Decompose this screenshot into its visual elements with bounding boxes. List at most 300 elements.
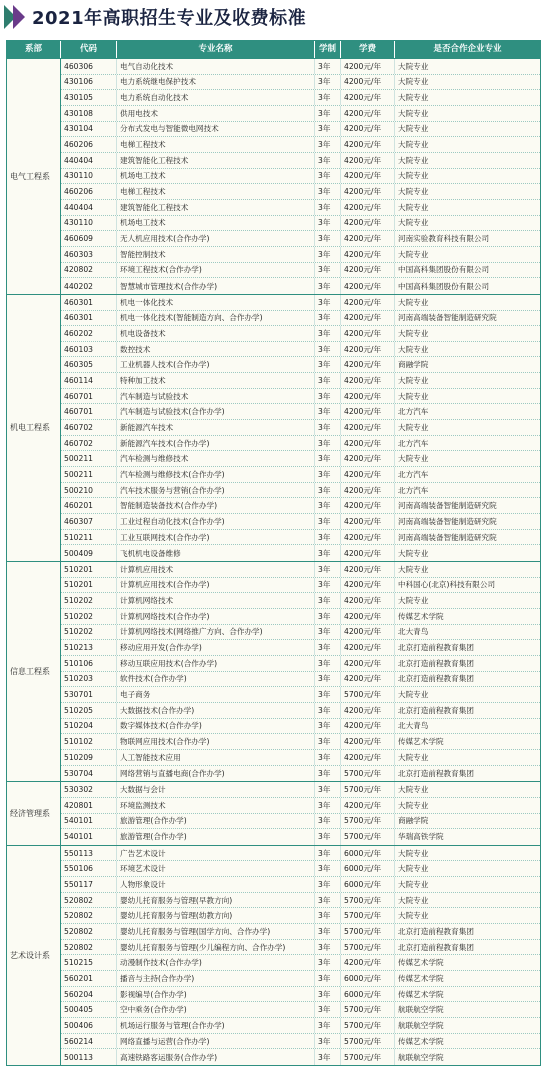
- tuition: 4200元/年: [341, 798, 395, 813]
- major-name: 环境艺术设计: [117, 861, 315, 876]
- table-row: [61, 1049, 540, 1065]
- major-code: 510202: [61, 609, 117, 624]
- tuition: 4200元/年: [341, 672, 395, 687]
- table-row: [61, 278, 540, 294]
- major-code: 440202: [61, 278, 117, 294]
- major-name: 网络直播与运营(合作办学): [117, 1034, 315, 1049]
- major-name: 动漫制作技术(合作办学): [117, 955, 315, 970]
- major-code: 550106: [61, 861, 117, 876]
- major-code: 510201: [61, 578, 117, 593]
- department-rows: [61, 59, 540, 294]
- tuition: 4200元/年: [341, 562, 395, 577]
- duration: 3年: [315, 750, 341, 765]
- major-code: 460301: [61, 295, 117, 310]
- major-name: 分布式发电与智能微电网技术: [117, 122, 315, 137]
- major-code: 430105: [61, 90, 117, 105]
- partner: 大院专业: [398, 848, 429, 858]
- major-name: 供用电技术: [117, 106, 315, 121]
- major-code: 510201: [61, 562, 117, 577]
- major-code: 460301: [61, 311, 117, 326]
- duration: 3年: [315, 137, 341, 152]
- table-row: [61, 766, 540, 782]
- chevron-right-icon: [13, 5, 25, 29]
- major-name: 建筑智能化工程技术: [117, 153, 315, 168]
- tuition: 4200元/年: [341, 200, 395, 215]
- partner: 北大青鸟: [398, 627, 429, 637]
- table-row: [61, 1002, 540, 1018]
- partner: 航联航空学院: [398, 1005, 444, 1015]
- table-row: [61, 153, 540, 169]
- partner: 大院专业: [398, 124, 429, 134]
- partner: 传媒艺术学院: [398, 611, 444, 621]
- duration: 3年: [315, 451, 341, 466]
- major-code: 510202: [61, 625, 117, 640]
- department-rows: [61, 782, 540, 845]
- duration: 3年: [315, 734, 341, 749]
- table-row: [61, 263, 540, 279]
- table-row: [61, 908, 540, 924]
- tuition: 4200元/年: [341, 451, 395, 466]
- major-name: 空中乘务(合作办学): [117, 1002, 315, 1017]
- major-code: 500409: [61, 545, 117, 561]
- department-rows: [61, 562, 540, 781]
- major-name: 建筑智能化工程技术: [117, 200, 315, 215]
- table-row: [61, 311, 540, 327]
- duration: 3年: [315, 877, 341, 892]
- duration: 3年: [315, 609, 341, 624]
- major-name: 汽车检测与维修技术: [117, 451, 315, 466]
- partner: 传媒艺术学院: [398, 737, 444, 747]
- table-row: [61, 798, 540, 814]
- major-name: 汽车技术服务与营销(合作办学): [117, 483, 315, 498]
- tuition: 5700元/年: [341, 766, 395, 782]
- tuition: 5700元/年: [341, 814, 395, 829]
- tuition: 4200元/年: [341, 703, 395, 718]
- tuition: 4200元/年: [341, 263, 395, 278]
- major-code: 500113: [61, 1049, 117, 1065]
- major-name: 机电设备技术: [117, 326, 315, 341]
- duration: 3年: [315, 545, 341, 561]
- major-name: 大数据技术(合作办学): [117, 703, 315, 718]
- tuition: 4200元/年: [341, 625, 395, 640]
- major-code: 460701: [61, 404, 117, 419]
- tuition: 4200元/年: [341, 545, 395, 561]
- partner: 大院专业: [398, 187, 429, 197]
- duration: 3年: [315, 1034, 341, 1049]
- department-rows: [61, 295, 540, 561]
- tuition: 5700元/年: [341, 940, 395, 955]
- duration: 3年: [315, 467, 341, 482]
- duration: 3年: [315, 231, 341, 246]
- department-name: 艺术设计系: [7, 846, 61, 1065]
- major-name: 机场电工技术: [117, 216, 315, 231]
- table-row: [61, 373, 540, 389]
- major-code: 460202: [61, 326, 117, 341]
- table-row: [61, 846, 540, 862]
- table-row: [61, 609, 540, 625]
- major-name: 电梯工程技术: [117, 137, 315, 152]
- tuition: 4200元/年: [341, 436, 395, 451]
- tuition: 4200元/年: [341, 955, 395, 970]
- department-name: 信息工程系: [7, 562, 61, 781]
- partner: 河南高端装备智能制造研究院: [398, 313, 497, 323]
- partner: 大院专业: [398, 77, 429, 87]
- duration: 3年: [315, 357, 341, 372]
- table-row: [61, 625, 540, 641]
- table-row: [61, 545, 540, 561]
- table-row: [61, 451, 540, 467]
- department-group: [7, 781, 540, 845]
- partner: 河南高端装备智能制造研究院: [398, 516, 497, 526]
- table-row: [61, 295, 540, 311]
- major-code: 550117: [61, 877, 117, 892]
- partner: 北方汽车: [398, 438, 429, 448]
- table-row: [61, 924, 540, 940]
- major-code: 540101: [61, 814, 117, 829]
- major-name: 人工智能技术应用: [117, 750, 315, 765]
- duration: 3年: [315, 908, 341, 923]
- tuition: 4200元/年: [341, 498, 395, 513]
- partner: 大院专业: [398, 391, 429, 401]
- major-name: 高速铁路客运服务(合作办学): [117, 1049, 315, 1065]
- tuition: 4200元/年: [341, 247, 395, 262]
- major-name: 智能控制技术: [117, 247, 315, 262]
- major-code: 440404: [61, 200, 117, 215]
- tuition: 6000元/年: [341, 861, 395, 876]
- partner: 大院专业: [398, 752, 429, 762]
- duration: 3年: [315, 247, 341, 262]
- major-name: 网络营销与直播电商(合作办学): [117, 766, 315, 782]
- major-name: 旅游管理(合作办学): [117, 829, 315, 845]
- partner: 航联航空学院: [398, 1052, 444, 1062]
- major-code: 440404: [61, 153, 117, 168]
- major-name: 移动应用开发(合作办学): [117, 640, 315, 655]
- partner: 北京打造前程教育集团: [398, 674, 474, 684]
- table-row: [61, 829, 540, 845]
- major-name: 婴幼儿托育服务与管理(幼教方向): [117, 908, 315, 923]
- major-name: 婴幼儿托育服务与管理(早教方向): [117, 893, 315, 908]
- tuition: 4200元/年: [341, 311, 395, 326]
- table-row: [61, 955, 540, 971]
- table-row: [61, 137, 540, 153]
- partner: 大院专业: [398, 328, 429, 338]
- partner: 大院专业: [398, 171, 429, 181]
- table-row: [61, 593, 540, 609]
- partner: 商融学院: [398, 360, 429, 370]
- tuition: 4200元/年: [341, 342, 395, 357]
- major-name: 计算机网络技术: [117, 593, 315, 608]
- tuition: 4200元/年: [341, 578, 395, 593]
- major-name: 汽车检测与维修技术(合作办学): [117, 467, 315, 482]
- table-row: [61, 687, 540, 703]
- tuition: 4200元/年: [341, 656, 395, 671]
- major-name: 人物形象设计: [117, 877, 315, 892]
- major-code: 500405: [61, 1002, 117, 1017]
- partner: 北大青鸟: [398, 721, 429, 731]
- partner: 河南高端装备智能制造研究院: [398, 501, 497, 511]
- major-code: 550113: [61, 846, 117, 861]
- partner: 大院专业: [398, 422, 429, 432]
- partner: 大院专业: [398, 297, 429, 307]
- table-row: [61, 877, 540, 893]
- tuition: 4200元/年: [341, 609, 395, 624]
- major-code: 460206: [61, 184, 117, 199]
- duration: 3年: [315, 404, 341, 419]
- partner: 大院专业: [398, 548, 429, 558]
- header-partner: 是否合作企业专业: [433, 44, 502, 54]
- partner: 传媒艺术学院: [398, 1036, 444, 1046]
- major-code: 460103: [61, 342, 117, 357]
- partner: 大院专业: [398, 108, 429, 118]
- duration: 3年: [315, 153, 341, 168]
- partner: 大院专业: [398, 864, 429, 874]
- major-name: 移动互联应用技术(合作办学): [117, 656, 315, 671]
- table-row: [61, 940, 540, 956]
- tuition: 5700元/年: [341, 1002, 395, 1017]
- major-name: 机场运行服务与管理(合作办学): [117, 1018, 315, 1033]
- partner: 北方汽车: [398, 485, 429, 495]
- partner: 大院专业: [398, 140, 429, 150]
- major-code: 520802: [61, 924, 117, 939]
- major-code: 430106: [61, 75, 117, 90]
- duration: 3年: [315, 924, 341, 939]
- major-code: 510211: [61, 530, 117, 545]
- department-group: [7, 58, 540, 294]
- department-name: 电气工程系: [7, 59, 61, 294]
- table-row: [61, 656, 540, 672]
- duration: 3年: [315, 263, 341, 278]
- partner: 大院专业: [398, 218, 429, 228]
- major-code: 520802: [61, 908, 117, 923]
- tuition: 5700元/年: [341, 1018, 395, 1033]
- duration: 3年: [315, 703, 341, 718]
- table-body: [7, 58, 540, 1065]
- duration: 3年: [315, 625, 341, 640]
- duration: 3年: [315, 514, 341, 529]
- page-title: 2021年高职招生专业及收费标准: [32, 8, 307, 29]
- table-row: [61, 498, 540, 514]
- major-code: 520802: [61, 893, 117, 908]
- tuition: 4200元/年: [341, 216, 395, 231]
- enrollment-table: [6, 40, 541, 1066]
- duration: 3年: [315, 640, 341, 655]
- table-row: [61, 893, 540, 909]
- major-code: 500406: [61, 1018, 117, 1033]
- table-row: [61, 640, 540, 656]
- duration: 3年: [315, 200, 341, 215]
- table-row: [61, 971, 540, 987]
- major-name: 环境监测技术: [117, 798, 315, 813]
- duration: 3年: [315, 987, 341, 1002]
- tuition: 5700元/年: [341, 829, 395, 845]
- major-code: 460305: [61, 357, 117, 372]
- major-name: 工业过程自动化技术(合作办学): [117, 514, 315, 529]
- table-row: [61, 75, 540, 91]
- duration: 3年: [315, 373, 341, 388]
- header-duration: 学制: [315, 41, 341, 58]
- duration: 3年: [315, 940, 341, 955]
- table-row: [61, 672, 540, 688]
- tuition: 5700元/年: [341, 687, 395, 702]
- tuition: 5700元/年: [341, 1049, 395, 1065]
- tuition: 6000元/年: [341, 846, 395, 861]
- tuition: 4200元/年: [341, 326, 395, 341]
- major-name: 电子商务: [117, 687, 315, 702]
- major-name: 飞机机电设备维修: [117, 545, 315, 561]
- major-name: 旅游管理(合作办学): [117, 814, 315, 829]
- duration: 3年: [315, 562, 341, 577]
- duration: 3年: [315, 530, 341, 545]
- tuition: 4200元/年: [341, 640, 395, 655]
- tuition: 5700元/年: [341, 782, 395, 797]
- table-row: [61, 1034, 540, 1050]
- major-code: 500211: [61, 467, 117, 482]
- table-row: [61, 861, 540, 877]
- table-row: [61, 106, 540, 122]
- duration: 3年: [315, 593, 341, 608]
- major-code: 510202: [61, 593, 117, 608]
- department-name: 机电工程系: [7, 295, 61, 561]
- major-name: 环境工程技术(合作办学): [117, 263, 315, 278]
- table-row: [61, 122, 540, 138]
- tuition: 4200元/年: [341, 122, 395, 137]
- major-code: 430108: [61, 106, 117, 121]
- duration: 3年: [315, 893, 341, 908]
- duration: 3年: [315, 106, 341, 121]
- header-dept: 系部: [7, 41, 61, 58]
- partner: 航联航空学院: [398, 1020, 444, 1030]
- major-name: 计算机网络技术(网络推广方向、合作办学): [117, 625, 315, 640]
- partner: 华瑞高铁学院: [398, 832, 444, 842]
- tuition: 4200元/年: [341, 420, 395, 435]
- duration: 3年: [315, 169, 341, 184]
- table-row: [61, 1018, 540, 1034]
- duration: 3年: [315, 656, 341, 671]
- tuition: 4200元/年: [341, 483, 395, 498]
- partner: 大院专业: [398, 800, 429, 810]
- table-row: [61, 326, 540, 342]
- table-row: [61, 987, 540, 1003]
- tuition: 6000元/年: [341, 877, 395, 892]
- table-row: [61, 90, 540, 106]
- major-code: 530302: [61, 782, 117, 797]
- partner: 北京打造前程教育集团: [398, 643, 474, 653]
- major-code: 510215: [61, 955, 117, 970]
- table-row: [61, 216, 540, 232]
- tuition: 4200元/年: [341, 404, 395, 419]
- duration: 3年: [315, 1002, 341, 1017]
- tuition: 4200元/年: [341, 389, 395, 404]
- partner: 河南实验教育科技有限公司: [398, 234, 490, 244]
- tuition: 5700元/年: [341, 924, 395, 939]
- major-code: 460307: [61, 514, 117, 529]
- major-code: 430110: [61, 216, 117, 231]
- major-code: 460306: [61, 59, 117, 74]
- department-rows: [61, 846, 540, 1065]
- major-code: 560201: [61, 971, 117, 986]
- partner: 大院专业: [398, 202, 429, 212]
- partner: 大院专业: [398, 93, 429, 103]
- partner: 大院专业: [398, 596, 429, 606]
- major-code: 500211: [61, 451, 117, 466]
- partner: 北京打造前程教育集团: [398, 942, 474, 952]
- duration: 3年: [315, 59, 341, 74]
- department-group: [7, 845, 540, 1065]
- major-name: 电力系统自动化技术: [117, 90, 315, 105]
- partner: 大院专业: [398, 155, 429, 165]
- duration: 3年: [315, 389, 341, 404]
- tuition: 6000元/年: [341, 987, 395, 1002]
- duration: 3年: [315, 861, 341, 876]
- duration: 3年: [315, 122, 341, 137]
- table-row: [61, 420, 540, 436]
- major-code: 530701: [61, 687, 117, 702]
- tuition: 4200元/年: [341, 373, 395, 388]
- tuition: 4200元/年: [341, 295, 395, 310]
- tuition: 4200元/年: [341, 59, 395, 74]
- duration: 3年: [315, 420, 341, 435]
- duration: 3年: [315, 687, 341, 702]
- partner: 北方汽车: [398, 407, 429, 417]
- duration: 3年: [315, 295, 341, 310]
- major-code: 460609: [61, 231, 117, 246]
- tuition: 4200元/年: [341, 106, 395, 121]
- title-bar: [0, 0, 545, 34]
- partner: 大院专业: [398, 344, 429, 354]
- major-code: 510204: [61, 719, 117, 734]
- major-name: 汽车制造与试验技术(合作办学): [117, 404, 315, 419]
- tuition: 6000元/年: [341, 971, 395, 986]
- major-name: 计算机应用技术: [117, 562, 315, 577]
- duration: 3年: [315, 798, 341, 813]
- header-tuition: 学费: [341, 41, 395, 58]
- partner: 大院专业: [398, 564, 429, 574]
- partner: 大院专业: [398, 895, 429, 905]
- major-code: 430104: [61, 122, 117, 137]
- header-major: 专业名称: [117, 41, 315, 58]
- partner: 大院专业: [398, 879, 429, 889]
- duration: 3年: [315, 672, 341, 687]
- tuition: 4200元/年: [341, 231, 395, 246]
- duration: 3年: [315, 216, 341, 231]
- duration: 3年: [315, 1049, 341, 1065]
- duration: 3年: [315, 184, 341, 199]
- table-row: [61, 483, 540, 499]
- duration: 3年: [315, 814, 341, 829]
- major-name: 工业互联网技术(合作办学): [117, 530, 315, 545]
- major-name: 电梯工程技术: [117, 184, 315, 199]
- table-header: [7, 41, 540, 58]
- duration: 3年: [315, 782, 341, 797]
- tuition: 4200元/年: [341, 90, 395, 105]
- major-name: 软件技术(合作办学): [117, 672, 315, 687]
- major-name: 机电一体化技术(智能制造方向、合作办学): [117, 311, 315, 326]
- tuition: 4200元/年: [341, 137, 395, 152]
- major-code: 510205: [61, 703, 117, 718]
- major-name: 新能源汽车技术(合作办学): [117, 436, 315, 451]
- table-row: [61, 389, 540, 405]
- duration: 3年: [315, 766, 341, 782]
- partner: 商融学院: [398, 816, 429, 826]
- major-name: 大数据与会计: [117, 782, 315, 797]
- tuition: 4200元/年: [341, 719, 395, 734]
- major-code: 510106: [61, 656, 117, 671]
- major-name: 智慧城市管理技术(合作办学): [117, 278, 315, 294]
- tuition: 4200元/年: [341, 153, 395, 168]
- major-code: 530704: [61, 766, 117, 782]
- table-row: [61, 184, 540, 200]
- tuition: 4200元/年: [341, 75, 395, 90]
